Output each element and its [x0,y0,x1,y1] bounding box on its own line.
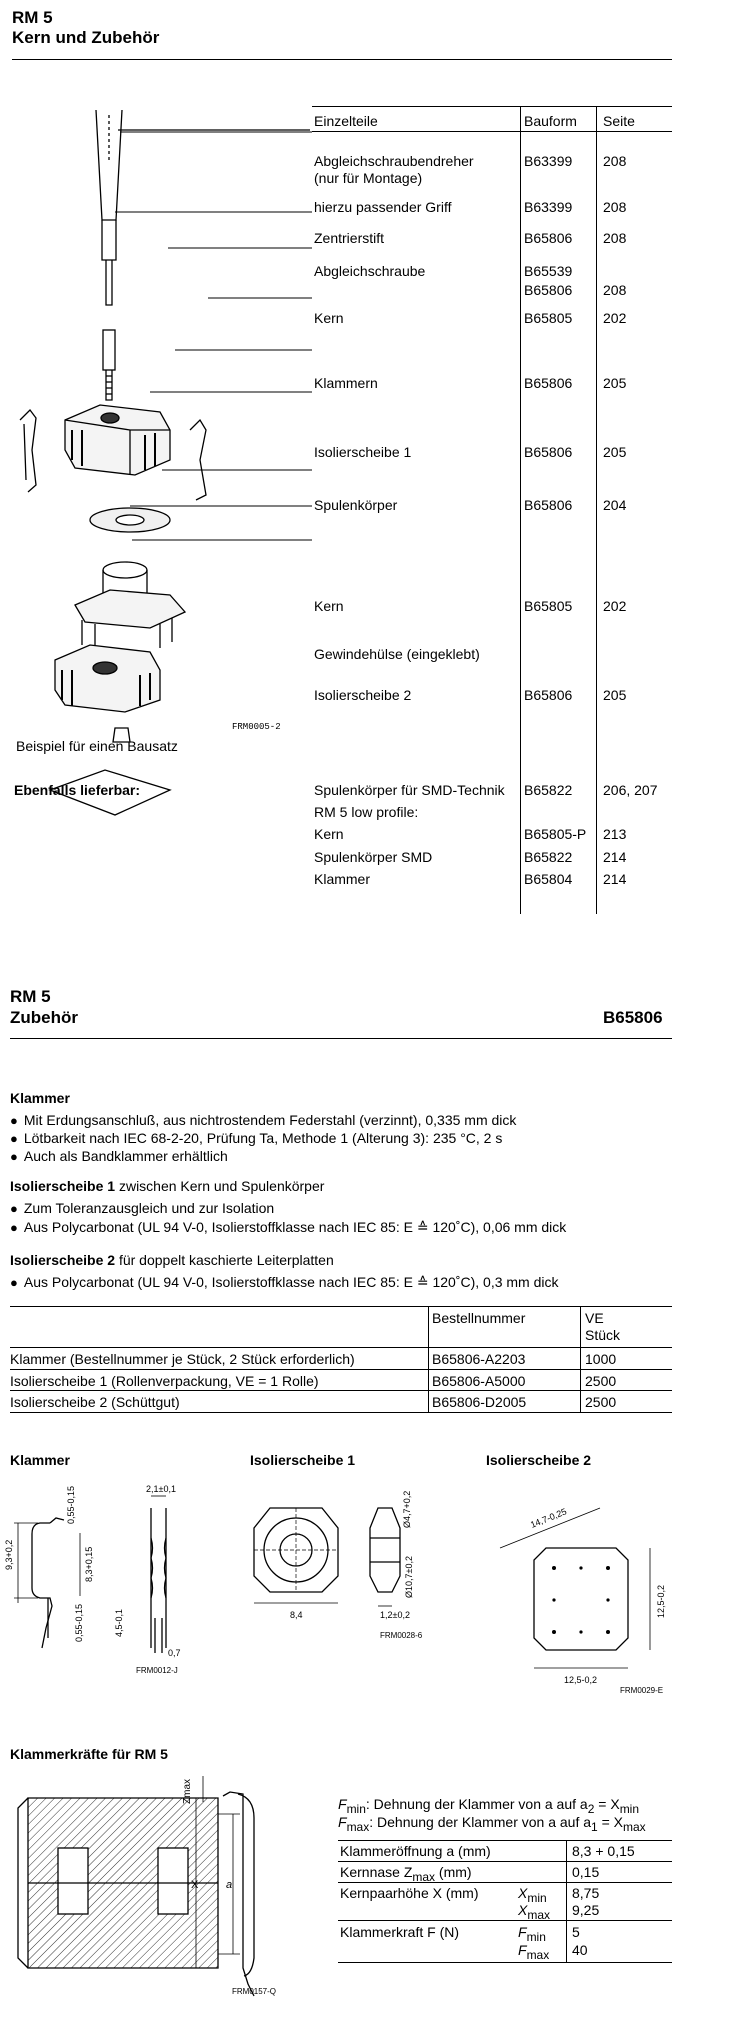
part-name: Zentrierstift [314,230,385,246]
part-seite: 205 [603,687,627,703]
drawing-code: FRM0029-E [620,1686,664,1695]
also-name: Spulenkörper SMD [314,849,433,865]
part-bauform: B65539 [524,263,573,279]
dim-label: 12,5-0,2 [564,1675,598,1685]
forces-row-sub: $X_{max}$ [518,1902,551,1922]
klammer-drawing-title: Klammer [10,1452,70,1468]
order-ve: 2500 [585,1373,617,1389]
fig-label-x: X [191,1879,199,1891]
klammer-bullet: ● Lötbarkeit nach IEC 68-2-20, Prüfung Ta, Methode 1 (Alterung 3): 235 °C, 2 s [10,1130,502,1147]
page2-part-code: B65806 [603,1008,663,1027]
dim-label: Ø10,7±0,2 [404,1556,414,1598]
also-bauform: B65822 [524,849,573,865]
part-bauform: B65805 [524,310,573,326]
dim-label: Ø4,7+0,2 [402,1490,412,1528]
forces-row-value: 8,3 + 0,15 [572,1843,635,1859]
table-header-rule [312,131,672,132]
iso1-heading: Isolierscheibe 1 zwischen Kern und Spulenkörper [10,1178,325,1194]
forces-row-value: 0,15 [572,1864,600,1880]
iso2-heading: Isolierscheibe 2 für doppelt kaschierte Leiterplatten [10,1252,334,1268]
forces-row-value: 40 [572,1942,588,1958]
dim-label: 0,55-0,15 [74,1603,84,1642]
klammer-drawing [4,1478,198,1678]
part-name: Isolierscheibe 1 [314,444,412,460]
dim-label: 1,2±0,2 [380,1610,410,1620]
part-seite: 204 [603,497,627,513]
also-name: Klammer [314,871,371,887]
dim-label: 4,5-0,1 [114,1608,124,1637]
order-item: Klammer (Bestellnummer je Stück, 2 Stück erforderlich) [10,1351,355,1367]
dim-label: 14,7-0,25 [529,1506,569,1530]
col-header-seite: Seite [603,113,635,129]
page2-title: RM 5 [10,987,51,1006]
part-bauform: B65805 [524,598,573,614]
forces-row-label: Klammerkraft F (N) [340,1924,459,1940]
iso2-bullet: ● Aus Polycarbonat (UL 94 V-0, Isolierstoffklasse nach IEC 85: E ≙ 120˚C), 0,3 mm dick [10,1274,559,1291]
also-seite: 213 [603,826,627,842]
order-ve: 1000 [585,1351,617,1367]
iso2-drawing-title: Isolierscheibe 2 [486,1452,592,1468]
part-bauform: B65806 [524,444,573,460]
table-col-divider-2 [596,106,597,914]
also-bauform: B65822 [524,782,573,798]
also-bauform: B65805-P [524,826,587,842]
forces-row-sub: $F_{min}$ [518,1924,546,1944]
forces-row-value: 9,25 [572,1902,600,1918]
page2-subtitle: Zubehör [10,1008,78,1027]
col-header-ve: VE [585,1310,604,1326]
part-name: Abgleichschraube [314,263,426,279]
also-seite: 206, 207 [603,782,658,798]
klammer-heading: Klammer [10,1090,70,1106]
part-bauform: B65806 [524,497,573,513]
dim-label: 2,1±0,1 [146,1484,176,1494]
drawing-code: FRM0157-Q [232,1987,277,1996]
forces-row-label: Klammeröffnung a (mm) [340,1843,491,1859]
part-name: Klammern [314,375,378,391]
also-bauform: B65804 [524,871,573,887]
figure-code: FRM0005-2 [232,722,281,732]
also-available-label: Ebenfalls lieferbar: [14,782,141,798]
also-name: RM 5 low profile: [314,804,419,820]
part-seite: 208 [603,153,627,169]
order-ve: 2500 [585,1394,617,1410]
dim-label: 0,55-0,15 [66,1485,76,1524]
also-name: Spulenkörper für SMD-Technik [314,782,505,798]
dim-label: 12,5-0,2 [656,1584,666,1618]
fmax-definition: $F_{max}$: Dehnung der Klammer von a auf $a_1 = X_{max}$ [338,1814,646,1834]
drawing-code: FRM0012-J [136,1666,178,1675]
col-header-stueck: Stück [585,1327,621,1343]
drawing-code: FRM0028-6 [380,1631,423,1640]
also-seite: 214 [603,849,627,865]
table-col-divider-1 [520,106,521,914]
iso1-drawing-title: Isolierscheibe 1 [250,1452,356,1468]
part-name: Spulenkörper [314,497,398,513]
dim-label: 9,3+0,2 [4,1539,14,1570]
also-seite: 214 [603,871,627,887]
dim-label: 0,7 [168,1648,181,1658]
order-number: B65806-D2005 [432,1394,527,1410]
part-name-note: (nur für Montage) [314,170,423,186]
title-rule [12,59,672,60]
part-bauform: B63399 [524,199,573,215]
forces-row-label: Kernpaarhöhe X (mm) [340,1885,479,1901]
forces-heading: Klammerkräfte für RM 5 [10,1746,168,1762]
part-name: Kern [314,598,344,614]
part-seite: 202 [603,598,627,614]
figure-caption: Beispiel für einen Bausatz [16,738,178,754]
iso1-bullet: ● Aus Polycarbonat (UL 94 V-0, Isolierstoffklasse nach IEC 85: E ≙ 120˚C), 0,06 mm dick [10,1219,566,1236]
exploded-assembly-drawing [10,100,315,750]
part-seite: 208 [603,199,627,215]
part-name: Kern [314,310,344,326]
page2-title-rule [10,1038,672,1039]
iso1-drawing [240,1478,423,1648]
part-bauform: B65806 [524,230,573,246]
part-seite: 202 [603,310,627,326]
part-name: Gewindehülse (eingeklebt) [314,646,480,662]
col-header-bestellnummer: Bestellnummer [432,1310,526,1326]
part-seite: 205 [603,375,627,391]
part-seite: 205 [603,444,627,460]
part-bauform: B65806 [524,687,573,703]
part-name: Abgleichschraubendreher [314,153,474,169]
col-header-einzelteile: Einzelteile [314,113,378,129]
page-subtitle: Kern und Zubehör [12,28,160,47]
dim-label: 8,3+0,15 [84,1546,94,1582]
order-number: B65806-A2203 [432,1351,526,1367]
col-header-bauform: Bauform [524,113,577,129]
forces-row-value: 5 [572,1924,580,1940]
order-item: Isolierscheibe 2 (Schüttgut) [10,1394,180,1410]
forces-drawing [8,1768,338,2000]
part-bauform: B65806 [524,375,573,391]
part-bauform: B63399 [524,153,573,169]
klammer-bullet: ● Auch als Bandklammer erhältlich [10,1148,228,1165]
fig-label-a: a [226,1879,233,1891]
fmin-definition: $F_{min}$: Dehnung der Klammer von a auf $a_2 = X_{min}$ [338,1796,640,1816]
part-name: Isolierscheibe 2 [314,687,412,703]
order-number: B65806-A5000 [432,1373,526,1389]
order-item: Isolierscheibe 1 (Rollenverpackung, VE = 1 Rolle) [10,1373,319,1389]
forces-row-sub: $F_{max}$ [518,1942,550,1962]
forces-row-label: Kernnase $Z_{max}$ (mm) [340,1864,472,1884]
iso2-drawing [480,1478,680,1698]
part-name: hierzu passender Griff [314,199,452,215]
iso1-bullet: ● Zum Toleranzausgleich und zur Isolation [10,1200,274,1217]
dim-label: 8,4 [290,1610,303,1620]
forces-row-value: 8,75 [572,1885,600,1901]
part-seite: 208 [603,282,627,298]
forces-row-sub: $X_{min}$ [518,1885,547,1905]
also-name: Kern [314,826,344,842]
page-title: RM 5 [12,8,53,27]
klammer-bullet: ● Mit Erdungsanschluß, aus nichtrostendem Federstahl (verzinnt), 0,335 mm dick [10,1112,516,1129]
table-top-rule [312,106,672,107]
part-seite: 208 [603,230,627,246]
part-bauform-2: B65806 [524,282,573,298]
fig-label-zmax: Zmax [182,1779,193,1804]
